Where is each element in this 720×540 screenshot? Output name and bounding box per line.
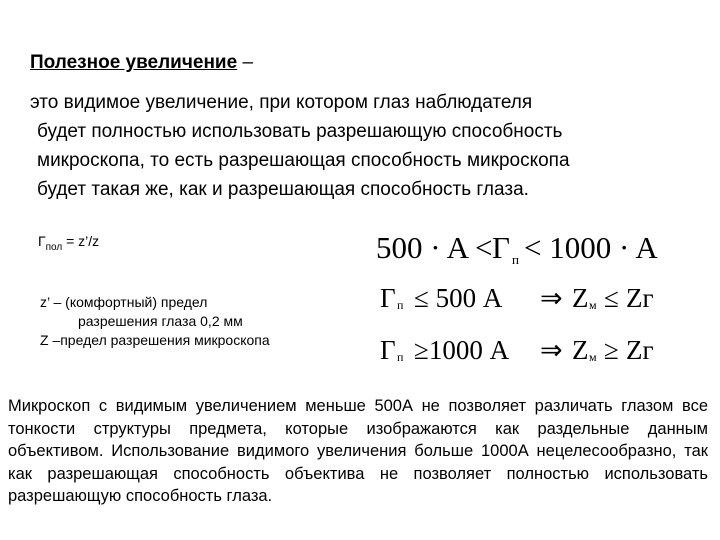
formula-3-relation: ≥ (604, 335, 619, 365)
formula-rest: = z’/z (62, 233, 100, 249)
intro-line-3: микроскопа, то есть разрешающая способность микроскопа (37, 150, 570, 171)
intro-line-1: это видимое увеличение, при котором глаз наблюдателя (30, 92, 533, 113)
intro-line-2: будет полностью использовать разрешающую способность (37, 121, 563, 142)
gamma-symbol: Г (38, 233, 46, 249)
formula-2-rhs: Zг (626, 283, 654, 313)
useful-magnification-formula (38, 233, 99, 253)
heading-dash: – (237, 52, 254, 73)
formula-2-relation: ≤ (604, 283, 619, 313)
definitions (40, 293, 270, 350)
magnification-formulas (372, 224, 672, 374)
intro-line-4: будет такая же, как и разрешающая способность глаза. (37, 179, 529, 200)
formula-3-condition: ≥1000 А (414, 335, 510, 365)
formula-2-arrow: ⇒ (540, 283, 563, 313)
formula-3-z: Z (572, 335, 589, 365)
formula-3-arrow: ⇒ (540, 335, 563, 365)
formula-3-z-sub: м (589, 350, 597, 364)
conclusion-paragraph: Микроскоп с видимым увеличением меньше 500А не позволяет различать глазом все тонкости структуры предмета, которые изображаются как раздельные данным объективом. Использование видимого увеличения больше 1000А нецелесообразно, так как разрешающая способность объектива не позволяет полностью использовать разрешающую способность глаза. (8, 397, 708, 505)
intro-paragraph (30, 88, 570, 204)
definition-line-1: z’ – (комфортный) предел (40, 294, 208, 310)
formula-2-gamma: Г (380, 283, 396, 313)
gamma-subscript: пол (45, 241, 63, 253)
formula-2-condition: ≤ 500 А (414, 283, 503, 313)
formula-2-z-sub: м (589, 298, 597, 312)
formula-3-gamma: Г (380, 335, 396, 365)
formula-2-gamma-sub: п (397, 298, 404, 312)
definition-line-3: Z –предел разрешения микроскопа (40, 332, 270, 348)
definition-line-2: разрешения глаза 0,2 мм (78, 313, 243, 329)
heading (30, 52, 253, 74)
formula-1-gamma-sub: п (512, 252, 519, 267)
formula-1-gamma: Г (492, 230, 510, 265)
formula-1-left: 500 · A < (376, 230, 493, 265)
formula-3-rhs: Zг (626, 335, 654, 365)
formula-1-right: < 1000 · A (524, 230, 658, 265)
heading-term: Полезное увеличение (30, 52, 238, 73)
formula-2-z: Z (572, 283, 589, 313)
formula-3-gamma-sub: п (397, 350, 404, 364)
